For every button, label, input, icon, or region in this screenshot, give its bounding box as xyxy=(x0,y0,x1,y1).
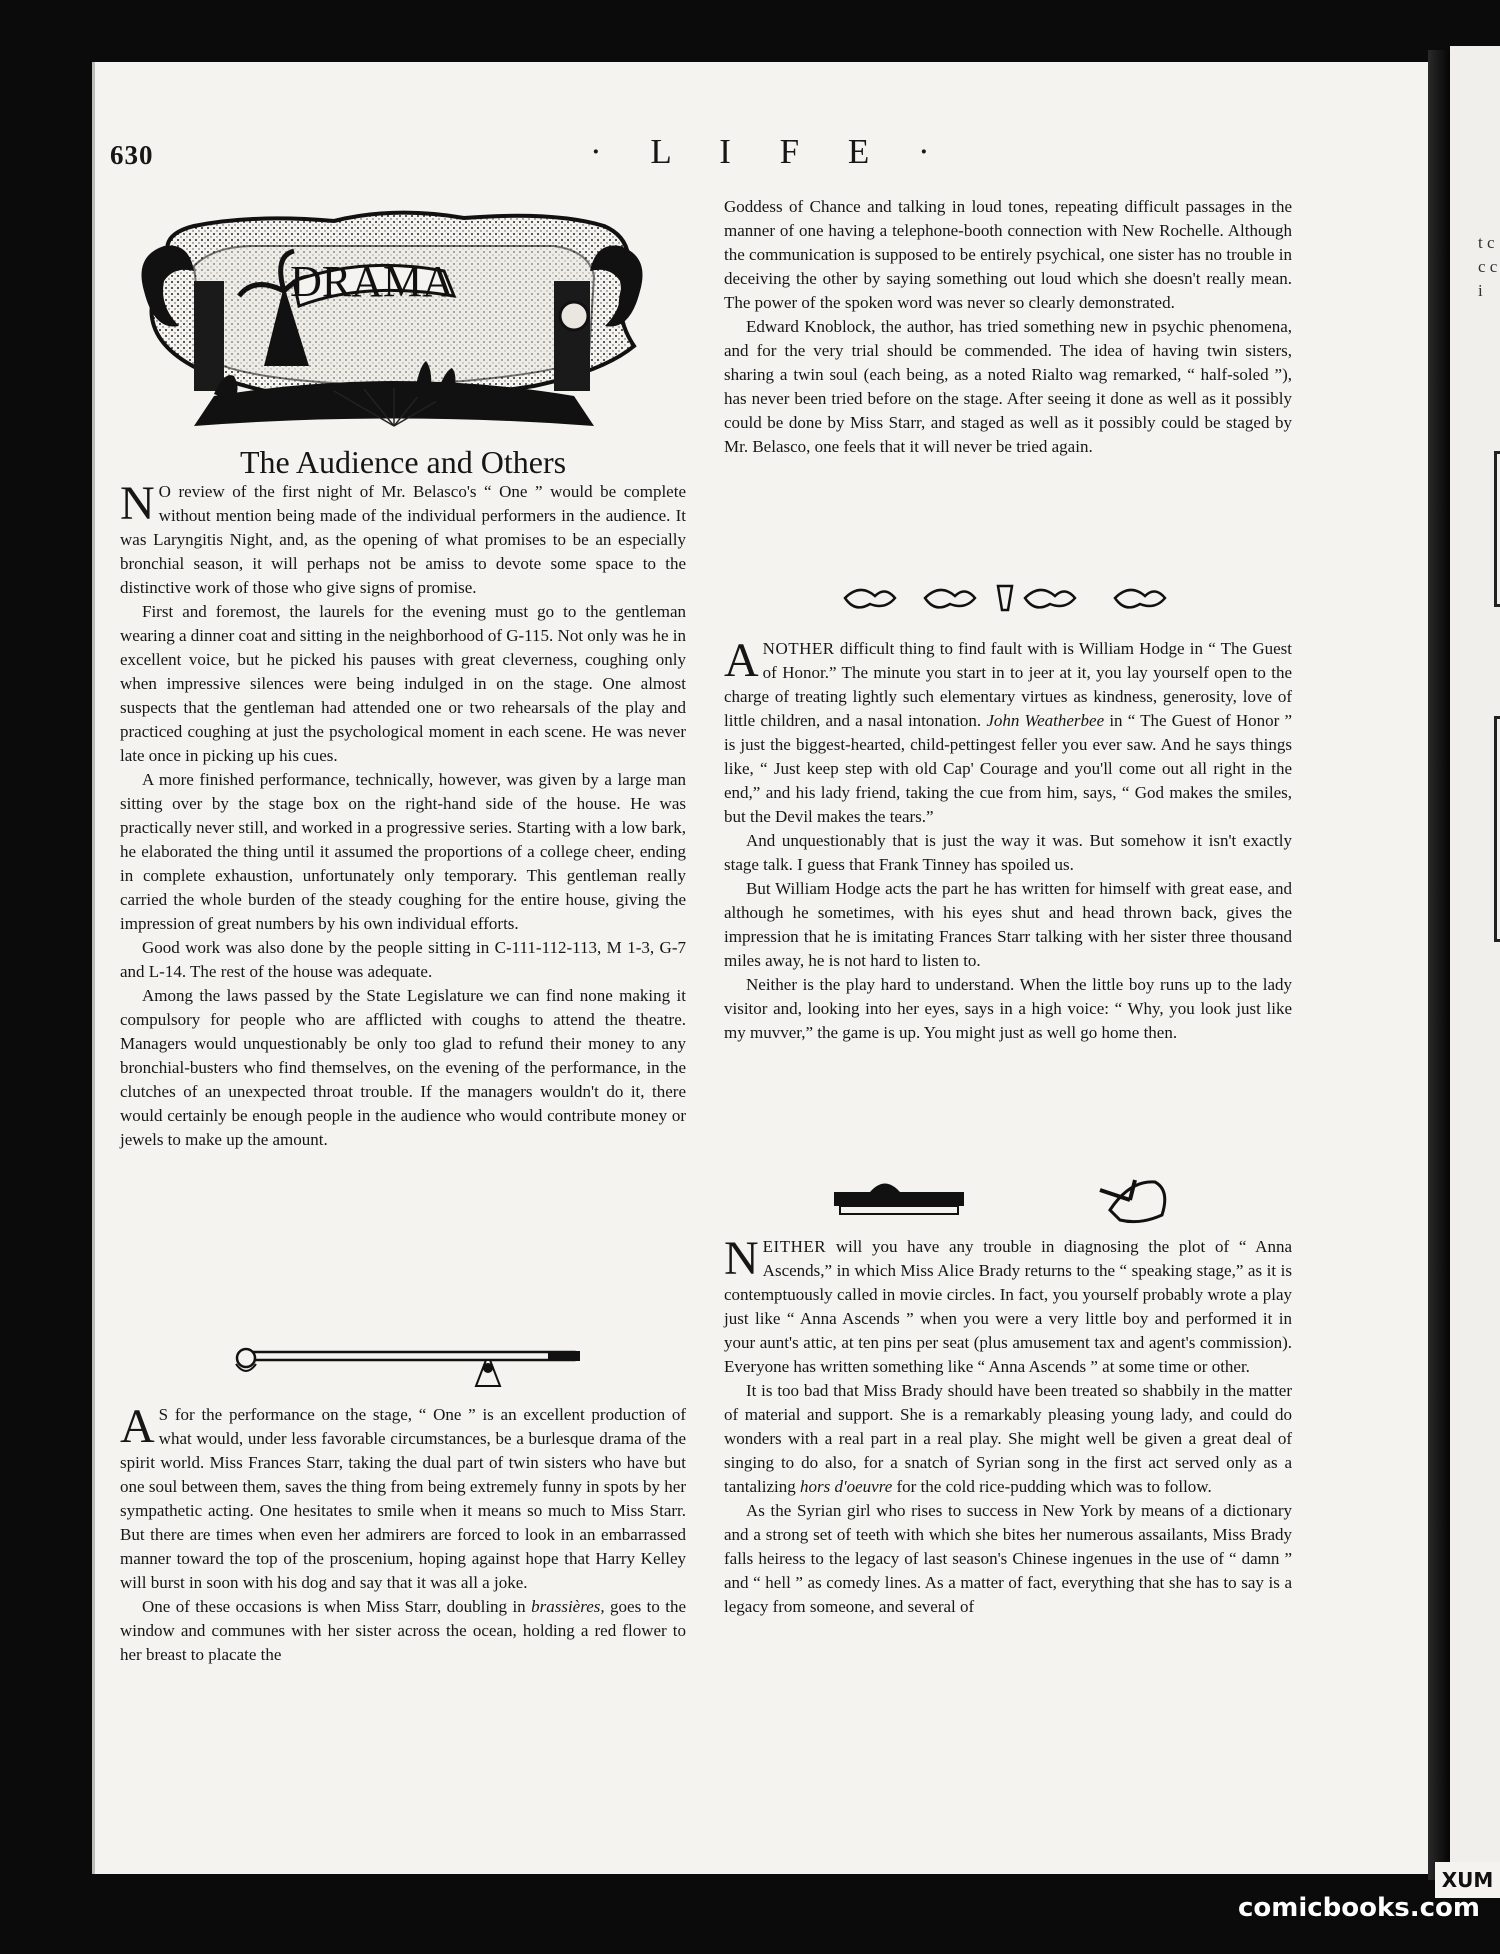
article-title: The Audience and Others xyxy=(239,444,567,480)
leaf-ornament xyxy=(840,578,1180,618)
paragraph: Among the laws passed by the State Legislature we can find none making it compulsory for people who are afflicted with coughs to attend the theatre. Managers would unquestionably be only too glad to refund their money to any bronchial-busters who find themselves, on the evening of the performance, in the clutches of an unexpected throat trouble. If the managers wouldn't do it, there would certainly be enough people in the audience who would contribute money or jewels to make up the amount. xyxy=(120,986,686,1149)
paragraph: But William Hodge acts the part he has written for himself with great ease, and although he sometimes, with his eyes shut and head thrown back, gives the impression that he is imitating Frances Starr talking with her sister three thousand miles away, he is not hard to listen to. xyxy=(724,879,1292,970)
paragraph: As the Syrian girl who rises to success in New York by means of a dictionary and a strong set of teeth with which she bites her numerous assailants, Miss Brady falls heiress to the legacy of last season's Chinese ingenues in the use of “ damn ” and “ hell ” as comedy lines. As a matter of fact, everything that she has to say is a legacy from someone, and several of xyxy=(724,1501,1292,1616)
next-page-fragment: t c c c i xyxy=(1478,233,1498,300)
paragraph: Goddess of Chance and talking in loud tones, repeating difficult passages in the manner of one having a telephone-booth connection with New Rochelle. Although the communication is supposed to be entirely psychical, one sister has no trouble in deceiving the other by saying something out loud which she doesn't really mean. The power of the spoken word was never so clearly demonstrated. xyxy=(724,197,1292,312)
paragraph: And unquestionably that is just the way it was. But somehow it isn't exactly stage talk. I guess that Frank Tinney has spoiled us. xyxy=(724,831,1292,874)
column-right-bottom xyxy=(724,1232,1292,1619)
paragraph: It is too bad that Miss Brady should have been treated so shabbily in the matter of material and support. She is a remarkably pleasing young lady, and could do wonders with a real part in a real play. She might well be given a great deal of singing to do also, for a snatch of Syrian song in the first act served only as a tantalizing hors d'oeuvre for the cold rice-pudding which was to follow. xyxy=(724,1381,1292,1496)
drop-cap: A xyxy=(120,1400,155,1453)
column-right-top xyxy=(724,195,1292,459)
paragraph: One of these occasions is when Miss Starr, doubling in brassières, goes to the window and communes with her sister across the ocean, holding a red flower to her breast to placate the xyxy=(120,1597,687,1664)
watermark: comicbooks.com xyxy=(1237,1893,1480,1923)
next-page-edge xyxy=(1450,46,1500,1886)
column-left-bottom xyxy=(120,1400,687,1667)
paragraph: ANOTHER difficult thing to find fault with is William Hodge in “ The Guest of Honor.” The minute you start in to jeer at it, you lay yourself open to the charge of treating lightly such elementary virtues as kindness, generosity, love of little children, and a nasal intonation. John Weatherbee in “ The Guest of Honor ” is just the biggest-hearted, child-pettingest feller you ever saw. And he says things like, “ Just keep step with old Cap' Courage and you'll come out all right in the end,” and his lady friend, taking the cue from him, says, “ God makes the smiles, but the Devil makes the tears.” xyxy=(724,634,1293,826)
drop-cap: A xyxy=(724,634,759,687)
cane-ornament xyxy=(228,1340,588,1390)
column-left-top xyxy=(120,477,686,1152)
paragraph: Good work was also done by the people sitting in C-111-112-113, M 1-3, G-7 and L-14. The rest of the house was adequate. xyxy=(120,938,686,981)
drop-cap: N xyxy=(724,1232,759,1285)
paragraph: A more finished performance, technically, however, was given by a large man sitting over by the stage box on the right-hand side of the house. He was practically never still, and worked in a progressive series. Starting with a low bark, he elaborated the thing until it assumed the proportions of a college cheer, ending in complete exhaustion, unfortunately only temporary. This gentleman really carried the whole burden of the steady coughing for the entire house, giving the impression of great numbers by his own individual efforts. xyxy=(120,770,686,933)
paragraph: Edward Knoblock, the author, has tried something new in psychic phenomena, and for the very trial should be commended. The idea of having twin sisters, sharing a twin soul (each being, as a noted Rialto wag remarked, “ half-soled ”), has never been tried before on the stage. After seeing it done as well as it possibly could be done by Miss Starr, and staged as well as it possibly could be staged by Mr. Belasco, one feels that it will never be tried again. xyxy=(724,317,1292,456)
paragraph: Neither is the play hard to understand. When the little boy runs up to the lady visitor and, looking into her eyes, says in a high voice: “ Why, you look just like my muvver,” the game is up. You might just as well go home then. xyxy=(724,975,1292,1042)
masthead: · L I F E · xyxy=(590,132,950,171)
paragraph: A S for the performance on the stage, “ One ” is an excellent production of what would, under less favorable circumstances, be a burlesque drama of the spirit world. Miss Frances Starr, taking the dual part of twin sisters who have but one soul between them, saves the thing from being extremely funny in spots by her sympathetic acting. One hesitates to smile when it means so much to Miss Starr. But there are times when even her admirers are forced to look in an embarrassed manner toward the top of the proscenium, hoping against hope that Harry Kelley will burst in soon with his dog and say that it was all a joke. xyxy=(120,1400,686,1592)
column-right-middle xyxy=(724,634,1293,1045)
page-gutter xyxy=(1428,50,1450,1880)
page-number: 630 xyxy=(110,140,154,170)
paragraph: N O review of the first night of Mr. Belasco's “ One ” would be complete without mention being made of the individual performers in the audience. It was Laryngitis Night, and, as the opening of what promises to be an especially bronchial season, it will perhaps not be amiss to devote some space to the distinctive work of those who give signs of promise. xyxy=(120,477,686,597)
next-page-frame xyxy=(1494,451,1500,607)
paragraph: First and foremost, the laurels for the evening must go to the gentleman wearing a dinner coat and sitting in the neighborhood of G-115. Not only was he in excellent voice, but he picked his pauses with great cleverness, coughing only when impressive silences were being indulged in on the stage. One almost suspects that the gentleman had attended one or two rehearsals of the play and practiced coughing at just the psychological moment in each scene. He was never late once in picking up his cues. xyxy=(120,602,686,765)
bench-ornament xyxy=(830,1170,1200,1230)
drop-cap: N xyxy=(120,477,155,530)
drama-banner-illustration xyxy=(134,196,650,440)
next-page-frame xyxy=(1494,716,1500,942)
corner-tag: XUM xyxy=(1435,1862,1500,1898)
paragraph: NEITHER will you have any trouble in diagnosing the plot of “ Anna Ascends,” in which Miss Alice Brady returns to the “ speaking stage,” as it is contemptuously called in movie circles. In fact, you yourself probably wrote a play just like “ Anna Ascends ” when you were a very little boy and performed it in your aunt's attic, at ten pins per seat (plus amusement tax and agent's commission). Everyone has written something like “ Anna Ascends ” at some time or other. xyxy=(724,1232,1292,1376)
banner-label: DRAMA xyxy=(290,257,454,306)
